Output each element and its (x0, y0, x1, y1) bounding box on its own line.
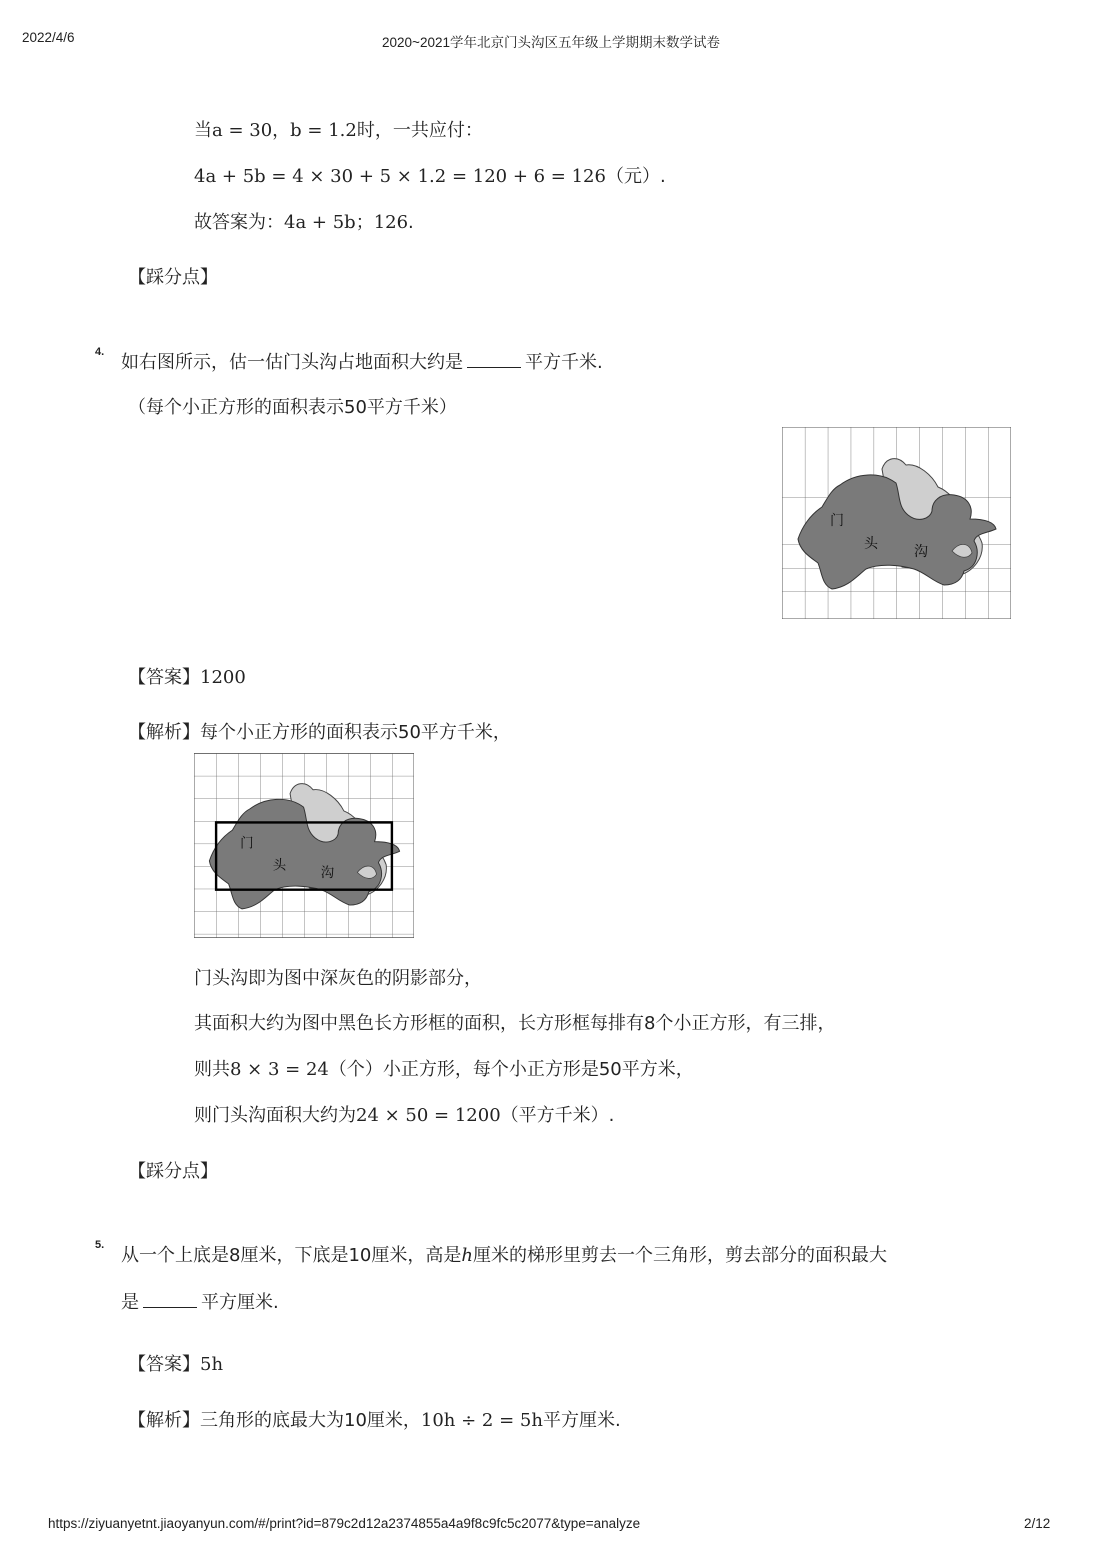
q5-stem-line-2 (121, 1288, 279, 1314)
text: . (408, 212, 414, 233)
q4-analysis-line-2: 其面积大约为图中黑色长方形框的面积，长方形框每排有8个小正方形，有三排， (194, 1013, 836, 1034)
text: （元）. (605, 166, 666, 187)
text: 平方千米. (525, 352, 603, 373)
answer-value: 5h (200, 1354, 224, 1375)
mentougou-grid-map-with-box (194, 753, 414, 938)
answer-value: 1200 (200, 667, 246, 688)
page-url: https://ziyuanyetnt.jiaoyanyun.com/#/print?id=879c2d12a2374855a4a9f8c9fc5c2077&type=analyze (48, 1516, 641, 1531)
mentougou-grid-map (782, 427, 1011, 619)
q5-number: 5. (95, 1239, 105, 1251)
answer-label: 【答案】 (128, 1354, 200, 1375)
answer-blank (467, 351, 521, 368)
text: 如右图所示，估一估门头沟占地面积大约是 (121, 352, 463, 373)
q5-analysis (128, 1406, 621, 1432)
text: 时，一共应付： (356, 120, 483, 141)
print-date: 2022/4/6 (22, 30, 75, 45)
map-label-gou: 沟 (320, 866, 335, 882)
text: 从一个上底是8厘米，下底是10厘米，高是 (121, 1245, 462, 1266)
analysis-label: 【解析】 (128, 1410, 200, 1431)
text: 当 (194, 120, 212, 141)
q4-stem (121, 348, 603, 374)
q4-analysis-line-3 (194, 1055, 694, 1081)
text: ； (355, 212, 374, 233)
map-label-men: 门 (240, 836, 254, 852)
text: 是 (121, 1292, 139, 1313)
q4-note: （每个小正方形的面积表示50平方千米） (128, 397, 457, 418)
q4-analysis-first (128, 718, 511, 744)
map-label-men: 门 (830, 513, 844, 529)
q3-line-values (194, 116, 483, 142)
text: 故答案为： (194, 212, 284, 233)
math-expression: 4a + 5b (284, 212, 356, 233)
math-expression: 8 × 3 = 24 (230, 1059, 329, 1080)
map-label-tou: 头 (272, 858, 287, 874)
q4-points-label: 【踩分点】 (128, 1161, 218, 1182)
q4-number: 4. (95, 346, 105, 358)
text: （个）小正方形，每个小正方形是50平方米， (328, 1059, 694, 1080)
text: 厘米的梯形里剪去一个三角形，剪去部分的面积最大 (472, 1245, 887, 1266)
text: 则共 (194, 1059, 230, 1080)
text: 每个小正方形的面积表示50平方千米， (200, 722, 511, 743)
document-title: 2020~2021学年北京门头沟区五年级上学期期末数学试卷 (382, 35, 720, 50)
answer-label: 【答案】 (128, 667, 200, 688)
math-expression: 10h ÷ 2 = 5h (420, 1410, 543, 1431)
text: 平方厘米. (542, 1410, 621, 1431)
q4-answer (128, 663, 246, 689)
q3-line-answer (194, 208, 414, 234)
math-expression: 126 (373, 212, 409, 233)
q4-analysis-line-4 (194, 1101, 614, 1127)
math-expression: 24 × 50 = 1200 (356, 1105, 501, 1126)
q4-analysis-line-1: 门头沟即为图中深灰色的阴影部分， (194, 968, 482, 989)
text: 则门头沟面积大约为 (194, 1105, 356, 1126)
text: 三角形的底最大为10厘米， (200, 1410, 421, 1431)
answer-blank (143, 1291, 197, 1308)
q3-points-label: 【踩分点】 (128, 267, 218, 288)
map-label-tou: 头 (864, 536, 878, 552)
q5-stem-line-1 (121, 1241, 887, 1267)
q5-answer (128, 1350, 223, 1376)
math-expression: a = 30 (212, 120, 273, 141)
math-expression: 4a + 5b = 4 × 30 + 5 × 1.2 = 120 + 6 = 126 (194, 166, 606, 187)
analysis-label: 【解析】 (128, 722, 200, 743)
map-label-gou: 沟 (914, 544, 928, 560)
q3-line-calculation (194, 162, 666, 188)
math-expression: b = 1.2 (290, 120, 357, 141)
page-number: 2/12 (1024, 1516, 1051, 1531)
text: （平方千米）. (500, 1105, 615, 1126)
math-variable: h (461, 1245, 473, 1266)
text: ， (272, 120, 291, 141)
text: 平方厘米. (201, 1292, 279, 1313)
